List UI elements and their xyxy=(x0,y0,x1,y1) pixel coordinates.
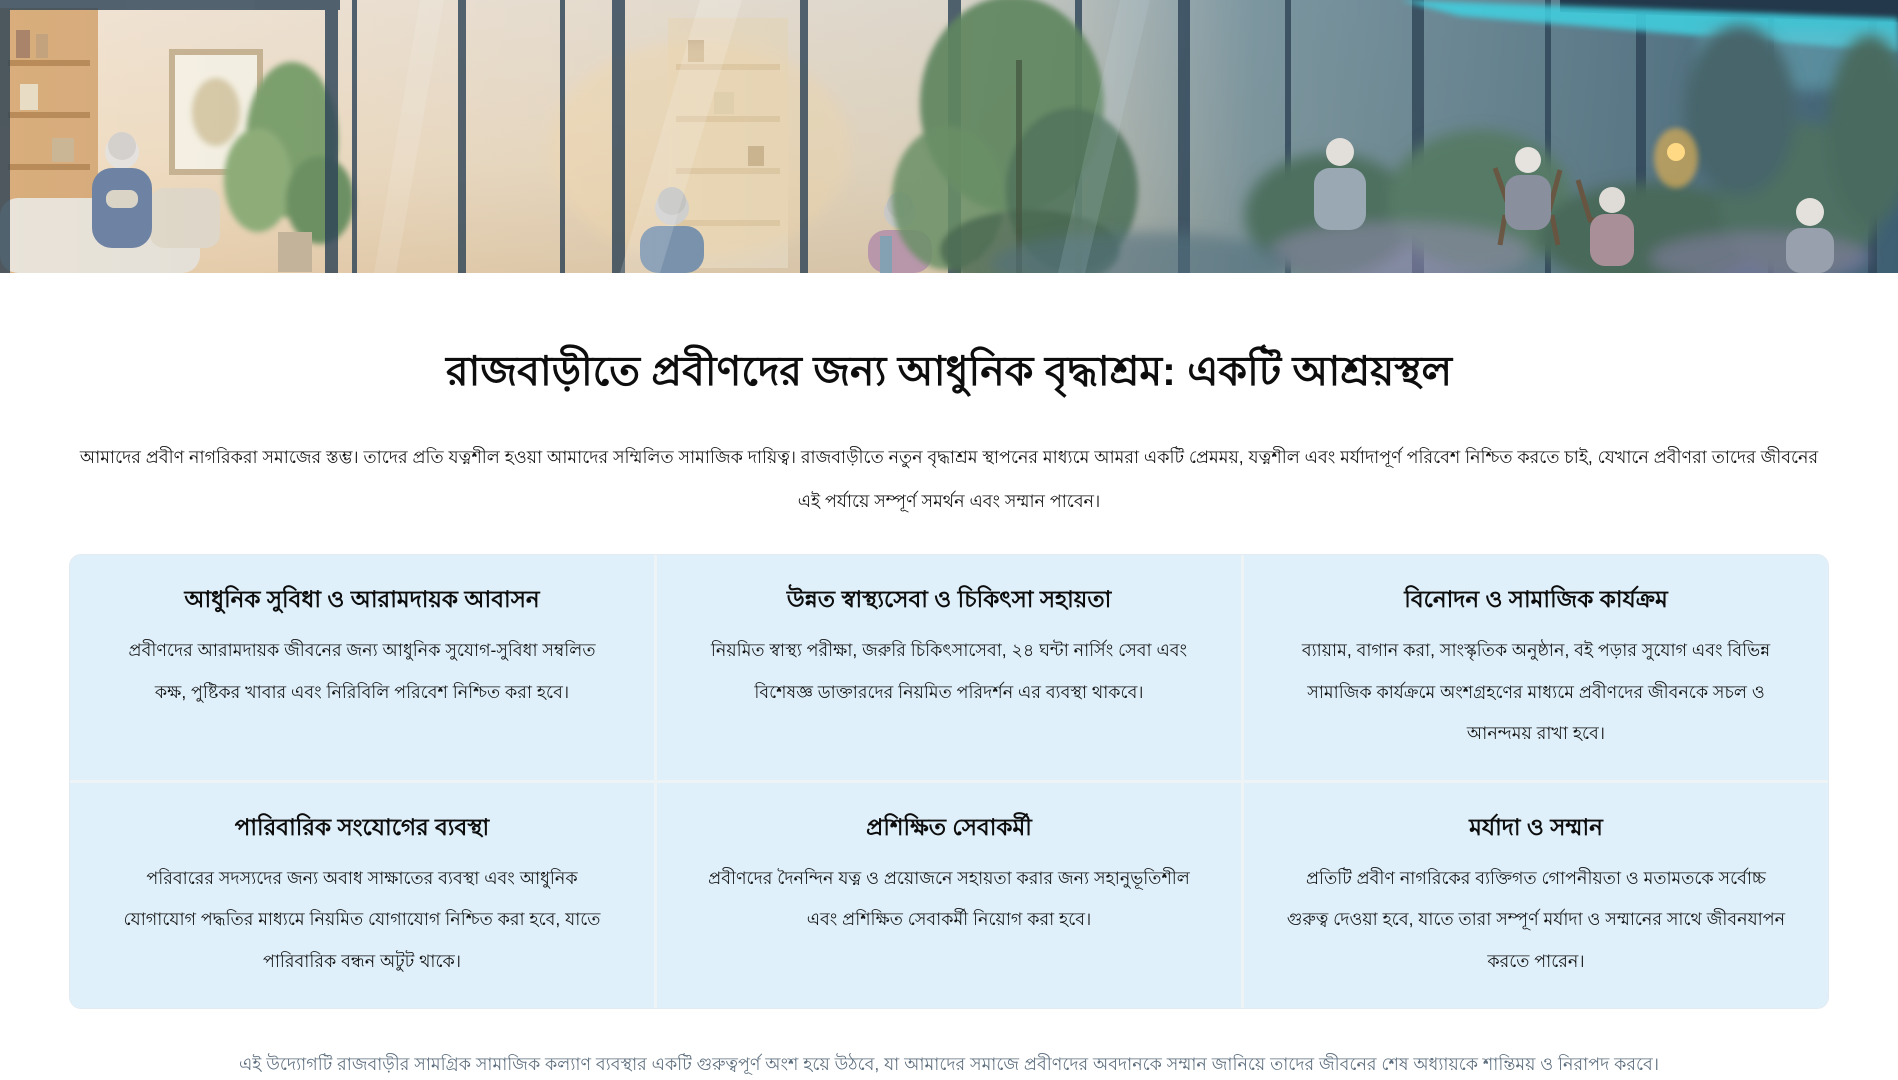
feature-card-body: নিয়মিত স্বাস্থ্য পরীক্ষা, জরুরি চিকিৎসাসেবা, ২৪ ঘন্টা নার্সিং সেবা এবং বিশেষজ্ঞ ডাক্তারদের নিয়মিত পরিদর্শন এর ব্যবস্থা থাকবে। xyxy=(710,640,1188,702)
feature-card-healthcare xyxy=(657,555,1241,780)
hero-image xyxy=(0,0,1898,273)
intro-paragraph: আমাদের প্রবীণ নাগরিকরা সমাজের স্তম্ভ। তাদের প্রতি যত্নশীল হওয়া আমাদের সম্মিলিত সামাজিক দায়িত্ব। রাজবাড়ীতে নতুন বৃদ্ধাশ্রম স্থাপনের মাধ্যমে আমরা একটি প্রেমময়, যত্নশীল এবং মর্যাদাপূর্ণ পরিবেশ নিশ্চিত করতে চাই, যেখানে প্রবীণরা তাদের জীবনের এই পর্যায়ে সম্পূর্ণ সমর্থন এবং সম্মান পাবেন। xyxy=(79,447,1819,512)
feature-card-body: প্রবীণদের আরামদায়ক জীবনের জন্য আধুনিক সুযোগ-সুবিধা সম্বলিত কক্ষ, পুষ্টিকর খাবার এবং নিরিবিলি পরিবেশ নিশ্চিত করা হবে। xyxy=(128,640,596,702)
feature-card-body: পরিবারের সদস্যদের জন্য অবাধ সাক্ষাতের ব্যবস্থা এবং আধুনিক যোগাযোগ পদ্ধতির মাধ্যমে নিয়মিত যোগাযোগ নিশ্চিত করা হবে, যাতে পারিবারিক বন্ধন অটুট থাকে। xyxy=(123,868,601,971)
feature-card-body: প্রবীণদের দৈনন্দিন যত্ন ও প্রয়োজনে সহায়তা করার জন্য সহানুভূতিশীল এবং প্রশিক্ষিত সেবাকর্মী নিয়োগ করা হবে। xyxy=(708,868,1190,930)
feature-card-recreation xyxy=(1244,555,1828,780)
feature-card-title: প্রশিক্ষিত সেবাকর্মী xyxy=(866,813,1032,840)
feature-card-title: বিনোদন ও সামাজিক কার্যক্রম xyxy=(1404,585,1668,612)
content-area xyxy=(0,343,1898,1080)
closing-note: এই উদ্যোগটি রাজবাড়ীর সামগ্রিক সামাজিক কল্যাণ ব্যবস্থার একটি গুরুত্বপূর্ণ অংশ হয়ে উঠবে, যা আমাদের সমাজে প্রবীণদের অবদানকে সম্মান জানিয়ে তাদের জীবনের শেষ অধ্যায়কে শান্তিময় ও নিরাপদ করবে। xyxy=(238,1053,1660,1074)
feature-card-title: মর্যাদা ও সম্মান xyxy=(1469,813,1603,840)
feature-card-title: পারিবারিক সংযোগের ব্যবস্থা xyxy=(234,813,490,840)
feature-card-trained-caregivers xyxy=(657,783,1241,1008)
feature-grid xyxy=(69,554,1829,1009)
feature-card-title: উন্নত স্বাস্থ্যসেবা ও চিকিৎসা সহায়তা xyxy=(786,585,1112,612)
feature-card-family-connection xyxy=(70,783,654,1008)
feature-card-title: আধুনিক সুবিধা ও আরামদায়ক আবাসন xyxy=(184,585,540,612)
feature-card-modern-facilities xyxy=(70,555,654,780)
feature-card-body: ব্যায়াম, বাগান করা, সাংস্কৃতিক অনুষ্ঠান, বই পড়ার সুযোগ এবং বিভিন্ন সামাজিক কার্যক্রমে অংশগ্রহণের মাধ্যমে প্রবীণদের জীবনকে সচল ও আনন্দময় রাখা হবে। xyxy=(1301,640,1771,743)
feature-card-dignity-respect xyxy=(1244,783,1828,1008)
hero-illustration xyxy=(0,0,1898,273)
feature-card-body: প্রতিটি প্রবীণ নাগরিকের ব্যক্তিগত গোপনীয়তা ও মতামতকে সর্বোচ্চ গুরুত্ব দেওয়া হবে, যাতে তারা সম্পূর্ণ মর্যাদা ও সম্মানের সাথে জীবনযাপন করতে পারেন। xyxy=(1286,868,1786,971)
page-title: রাজবাড়ীতে প্রবীণদের জন্য আধুনিক বৃদ্ধাশ্রম: একটি আশ্রয়স্থল xyxy=(445,348,1453,394)
